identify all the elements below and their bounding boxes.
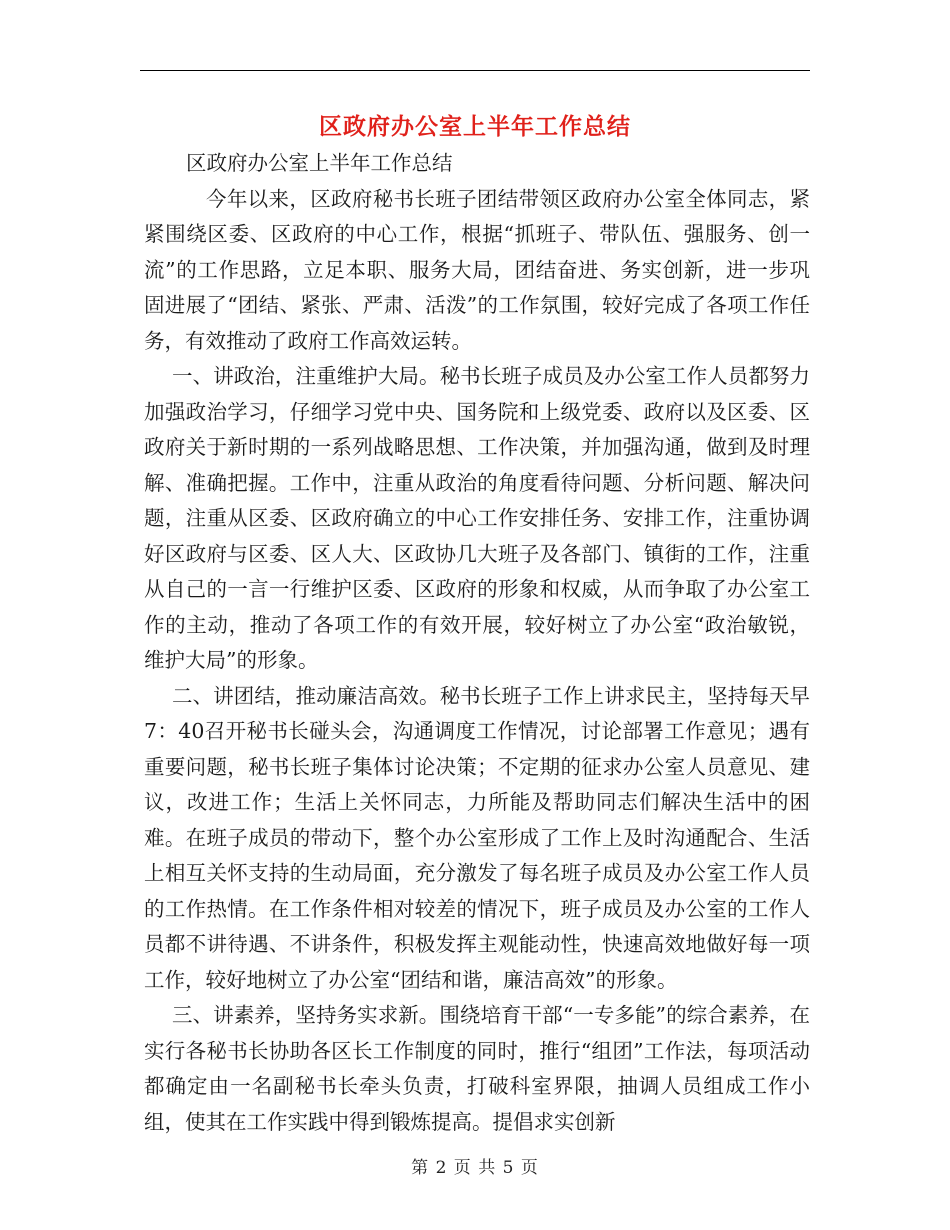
paragraph-section-1: 一、讲政治，注重维护大局。秘书长班子成员及办公室工作人员都努力加强政治学习，仔细学习党中央、国务院和上级党委、政府以及区委、区政府关于新时期的一系列战略思想、工作决策，并加强沟通，做到及时理解、准确把握。工作中，注重从政治的角度看待问题、分析问题、解决问题，注重从区委、区政府确立的中心工作安排任务、安排工作，注重协调好区政府与区委、区人大、区政协几大班子及各部门、镇街的工作，注重从自己的一言一行维护区委、区政府的形象和权威，从而争取了办公室工作的主动，推动了各项工作的有效开展，较好树立了办公室“政治敏锐，维护大局”的形象。: [144, 364, 810, 672]
document-title: 区政府办公室上半年工作总结: [319, 114, 631, 140]
paragraph-section-2: 二、讲团结，推动廉洁高效。秘书长班子工作上讲求民主，坚持每天早7：40召开秘书长碰头会，沟通调度工作情况，讨论部署工作意见；遇有重要问题，秘书长班子集体讨论决策；不定期的征求办公室人员意见、建议，改进工作；生活上关怀同志，力所能及帮助同志们解决生活中的困难。在班子成员的带动下，整个办公室形成了工作上及时沟通配合、生活上相互关怀支持的生动局面，充分激发了每名班子成员及办公室工作人员的工作热情。在工作条件相对较差的情况下，班子成员及办公室的工作人员都不讲待遇、不讲条件，积极发挥主观能动性，快速高效地做好每一项工作，较好地树立了办公室“团结和谐，廉洁高效”的形象。: [144, 683, 810, 992]
page-number: 第 2 页 共 5 页: [411, 1158, 539, 1178]
header-rule: [140, 70, 810, 71]
document-body: [144, 146, 810, 1140]
document-subtitle: 区政府办公室上半年工作总结: [186, 151, 453, 175]
paragraph-intro: 今年以来，区政府秘书长班子团结带领区政府办公室全体同志，紧紧围绕区委、区政府的中心工作，根据“抓班子、带队伍、强服务、创一流”的工作思路，立足本职、服务大局，团结奋进、务实创新，进一步巩固进展了“团结、紧张、严肃、活泼”的工作氛围，较好完成了各项工作任务，有效推动了政府工作高效运转。: [144, 186, 810, 353]
paragraph-section-3: 三、讲素养，坚持务实求新。围绕培育干部“一专多能”的综合素养，在实行各秘书长协助各区长工作制度的同时，推行“组团”工作法，每项活动都确定由一名副秘书长牵头负责，打破科室界限，抽调人员组成工作小组，使其在工作实践中得到锻炼提高。提倡求实创新: [144, 1003, 810, 1134]
